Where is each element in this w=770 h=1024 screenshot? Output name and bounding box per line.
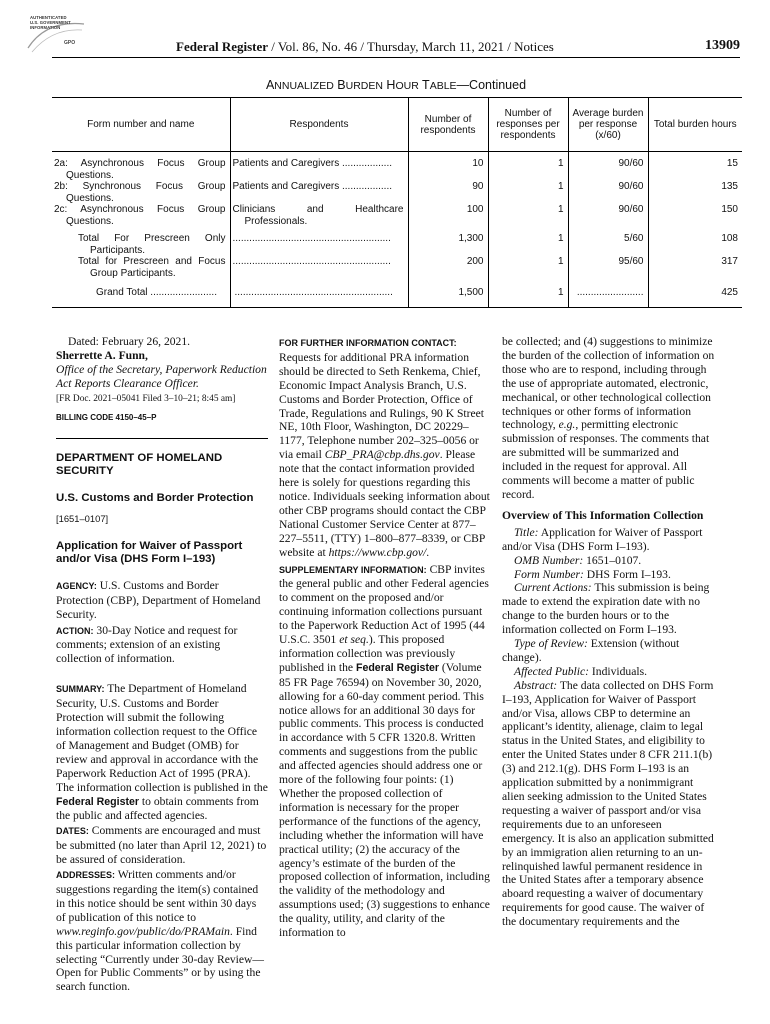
dated-line: Dated: February 26, 2021. xyxy=(68,335,191,348)
col-header-respondents: Respondents xyxy=(230,98,408,152)
cell-form: 2c: Asynchronous Focus Group Questions. xyxy=(54,204,226,227)
reginfo-link[interactable]: www.reginfo.gov/public/do/PRAMain xyxy=(56,924,230,938)
cell-average: 5/60 xyxy=(568,227,648,256)
cell-form: 2b: Synchronous Focus Group Questions. xyxy=(54,181,226,204)
cell-respondents: ......................................................... xyxy=(230,227,408,256)
cell-number: 1,500 xyxy=(408,279,488,307)
table-header-row xyxy=(52,98,742,152)
agency-heading: U.S. Customs and Border Protection xyxy=(56,492,254,505)
signer-title: Office of the Secretary, Paperwork Reduction Act Reports Clearance Officer. xyxy=(56,362,267,390)
cell-number: 90 xyxy=(408,181,488,204)
cbp-website-link[interactable]: https://www.cbp.gov/ xyxy=(328,545,427,559)
col-header-form: Form number and name xyxy=(52,98,230,152)
cell-number: 10 xyxy=(408,152,488,182)
cell-responses: 1 xyxy=(488,256,568,279)
table-row xyxy=(52,256,742,279)
agency-paragraph: AGENCY: U.S. Customs and Border Protection (CBP), Department of Homeland Security. xyxy=(56,578,261,621)
cell-form: Grand Total ........................ xyxy=(52,279,230,307)
gpo-authenticated-seal xyxy=(22,12,86,58)
cell-responses: 1 xyxy=(488,181,568,204)
cell-responses: 1 xyxy=(488,204,568,227)
cell-respondents: Clinicians and Healthcare Professionals. xyxy=(230,204,408,227)
cell-respondents: Patients and Caregivers .................. xyxy=(230,181,408,204)
cell-average: ........................ xyxy=(568,279,648,307)
col-header-total: Total burden hours xyxy=(648,98,742,152)
affected-public-field: Affected Public: Individuals. xyxy=(514,664,647,678)
overview-heading: Overview of This Information Collection xyxy=(502,508,704,522)
cell-average: 90/60 xyxy=(568,204,648,227)
table-row xyxy=(52,204,742,227)
cell-respondents: ......................................................... xyxy=(230,279,408,307)
action-paragraph: ACTION: 30-Day Notice and request for comments; extension of an existing collection of information. xyxy=(56,623,238,666)
table-row xyxy=(52,227,742,256)
cell-number: 1,300 xyxy=(408,227,488,256)
running-header xyxy=(176,39,554,55)
contact-label: FOR FURTHER INFORMATION CONTACT: xyxy=(279,338,457,348)
type-of-review-field: Type of Review: Extension (without change). xyxy=(502,637,680,664)
cell-total: 15 xyxy=(648,152,742,182)
summary-paragraph: SUMMARY: The Department of Homeland Security, U.S. Customs and Border Protection will submit the following information collection request to the Office of Management and Budget (OMB) for review and approval in accordance with the Paperwork Reduction Act of 1995 (PRA). The information collection is published in the Federal Register to obtain comments from the public and affected agencies. xyxy=(56,682,268,823)
cell-respondents: ......................................................... xyxy=(230,256,408,279)
current-actions-field: Current Actions: This submission is being made to extend the expiration date with no change to the burden hours or to the information collected on Form I–193. xyxy=(502,581,710,637)
column-2 xyxy=(279,335,491,940)
cell-respondents: Patients and Caregivers .................. xyxy=(230,152,408,182)
title-field: Title: Application for Waiver of Passport and/or Visa (DHS Form I–193). xyxy=(502,525,703,553)
table-row-grand-total xyxy=(52,279,742,307)
table-row xyxy=(52,152,742,182)
docket-number: [1651–0107] xyxy=(56,512,109,524)
seal-line-3: INFORMATION xyxy=(30,25,61,30)
issue-info: / Vol. 86, No. 46 / Thursday, March 11, 2021 / Notices xyxy=(268,39,554,54)
document-title: Application for Waiver of Passport and/or Visa (DHS Form I–193) xyxy=(56,539,243,566)
cell-number: 100 xyxy=(408,204,488,227)
cell-form: Total for Prescreen and Focus Group Participants. xyxy=(78,256,226,279)
seal-line-1: AUTHENTICATED xyxy=(30,15,67,20)
cell-average: 95/60 xyxy=(568,256,648,279)
signer-name: Sherrette A. Funn, xyxy=(56,348,148,362)
col-header-responses: Number of responses per respondents xyxy=(488,98,568,152)
cell-responses: 1 xyxy=(488,152,568,182)
cell-responses: 1 xyxy=(488,279,568,307)
billing-code: BILLING CODE 4150–45–P xyxy=(56,412,157,422)
column-3 xyxy=(502,335,717,929)
cell-total: 135 xyxy=(648,181,742,204)
cell-total: 317 xyxy=(648,256,742,279)
cell-form: Total For Prescreen Only Participants. xyxy=(78,233,226,256)
cell-form: 2a: Asynchronous Focus Group Questions. xyxy=(54,158,226,181)
header-rule xyxy=(52,57,740,58)
seal-line-2: U.S. GOVERNMENT xyxy=(30,20,71,25)
col-header-number: Number of respondents xyxy=(408,98,488,152)
abstract-field: Abstract: The data collected on DHS Form I–193, Application for Waiver of Passport and/or Visa, allows CBP to determine an applicant’s identity, alienage, claim to legal status in the United States, and eligibility to enter the United States under 8 CFR 211.1(b)(3) and 212.1(g). DHS Form I–193 is an application submitted by a nonimmigrant alien seeking admission to the United States requesting a waiver of passport and/or visa requirements due to an unforeseen emergency. It is also an application submitted by an immigration alien returning to an un-relinquished lawful permanent residence in the United States after a temporary absence aboard requesting a waiver of documentary requirements for good cause. The waiver of the documentary requirements and the xyxy=(502,678,714,929)
table-row xyxy=(52,181,742,204)
omb-number-field: OMB Number: 1651–0107. xyxy=(514,553,642,567)
cell-total: 150 xyxy=(648,204,742,227)
section-rule xyxy=(56,438,268,439)
contact-paragraph: Requests for additional PRA information should be directed to Seth Renkema, Chief, Economic Impact Analysis Branch, U.S. Customs and Border Protection, Office of Trade, Regulations and Rulings, 90 K Street NE, 10th Floor, Washington, DC 20229–1177, Telephone number 202–325–0056 or via email CBP_PRA@cbp.dhs.gov. Please note that the contact information provided here is solely for questions regarding this notice. Individuals seeking information about other CBP programs should contact the CBP National Customer Service Center at 877–227–5511, (TTY) 1–800–877–8339, or CBP website at https://www.cbp.gov/. xyxy=(279,350,490,559)
department-heading: DEPARTMENT OF HOMELAND SECURITY xyxy=(56,452,223,478)
addresses-paragraph: ADDRESSES: Written comments and/or suggestions regarding the item(s) contained in this notice should be sent within 30 days of publication of this notice to www.reginfo.gov/public/do/PRAMain. Find this particular information collection by selecting “Currently under 30-day Review—Open for Public Comments” or by using the search function. xyxy=(56,868,264,994)
dates-paragraph: DATES: Comments are encouraged and must be submitted (no later than April 12, 2021) to be assured of consideration. xyxy=(56,824,267,867)
table-title: ANNUALIZED BURDEN HOUR TABLE—Continued xyxy=(265,78,527,92)
cell-total: 425 xyxy=(648,279,742,307)
cell-responses: 1 xyxy=(488,227,568,256)
publication-name: Federal Register xyxy=(176,39,269,54)
page-number: 13909 xyxy=(705,38,740,53)
cell-number: 200 xyxy=(408,256,488,279)
col-header-average: Average burden per response (x/60) xyxy=(568,98,648,152)
contact-email-link[interactable]: CBP_PRA@cbp.dhs.gov xyxy=(324,448,440,462)
supplementary-paragraph: SUPPLEMENTARY INFORMATION: CBP invites the general public and other Federal agencies to comment on the proposed and/or continuing information collections pursuant to the Paperwork Reduction Act of 1995 (44 U.S.C. 3501 et seq.). This proposed information collection was previously published in the Federal Register (Volume 85 FR Page 76594) on November 30, 2020, allowing for a 60-day comment period. This notice allows for an additional 30 days for public comments. This process is conducted in accordance with 5 CFR 1320.8. Written comments and suggestions from the public and affected agencies should address one or more of the following four points: (1) Whether the proposed collection of information is necessary for the proper performance of the functions of the agency, including whether the information will have practical utility; (2) the accuracy of the agency’s estimate of the burden of the proposed collection of information, including the validity of the methodology and assumptions used; (3) suggestions to enhance the quality, utility, and clarity of the information to xyxy=(279,562,490,940)
form-number-field: Form Number: DHS Form I–193. xyxy=(514,567,671,581)
burden-hour-table xyxy=(52,97,742,308)
continued-paragraph: be collected; and (4) suggestions to minimize the burden of the collection of information on those who are to respond, including through the use of appropriate automated, electronic, mechanical, or other technological collection techniques or other forms of information technology, e.g., permitting electronic submission of responses. The comments that are submitted will be summarized and included in the request for approval. All comments will become a matter of public record. xyxy=(502,335,715,501)
cell-total: 108 xyxy=(648,227,742,256)
seal-gpo: GPO xyxy=(64,40,76,46)
fr-doc-line: [FR Doc. 2021–05041 Filed 3–10–21; 8:45 am] xyxy=(56,393,236,404)
cell-average: 90/60 xyxy=(568,152,648,182)
cell-average: 90/60 xyxy=(568,181,648,204)
column-1 xyxy=(56,335,268,994)
